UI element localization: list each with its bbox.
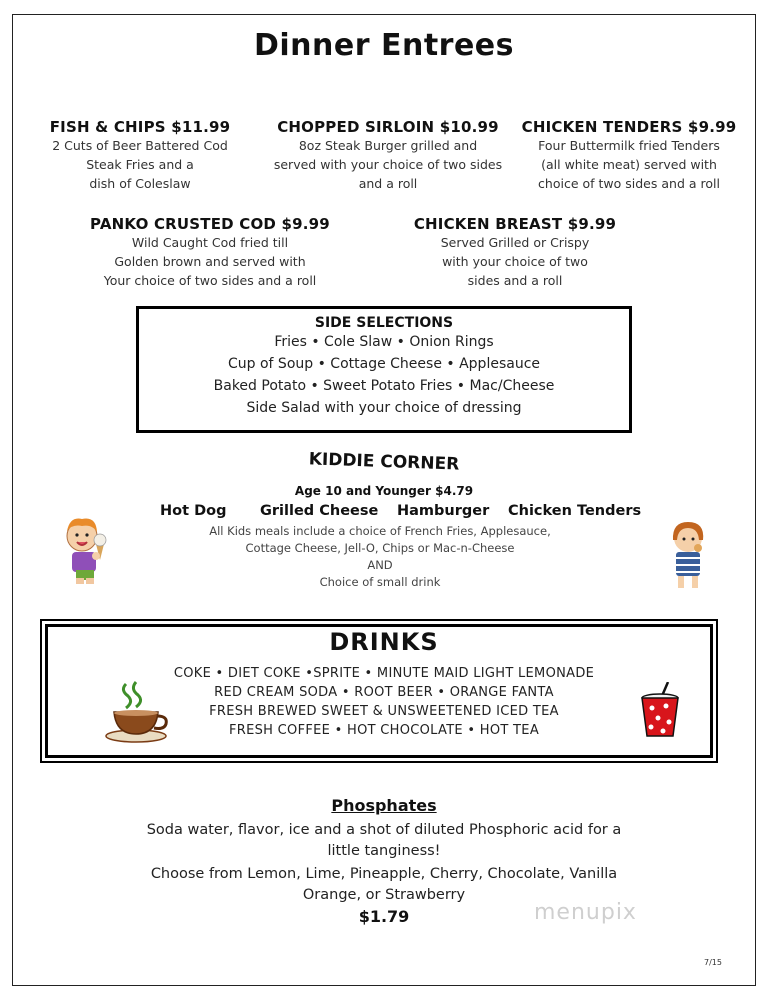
entree-desc-line: and a roll [358, 176, 418, 191]
side-selections-line: Cup of Soup • Cottage Cheese • Applesauce [228, 356, 540, 372]
entree-desc-line: dish of Coleslaw [89, 176, 191, 191]
entree-desc-line: Served Grilled or Crispy [440, 235, 590, 250]
drinks-line: RED CREAM SODA • ROOT BEER • ORANGE FANTA [214, 685, 554, 700]
drinks-title: DRINKS [329, 628, 439, 656]
entree-desc-line: Wild Caught Cod fried till [131, 235, 289, 250]
kid-option-hot-dog: Hot Dog [160, 503, 227, 519]
entree-desc-line: Four Buttermilk fried Tenders [538, 138, 720, 153]
side-selections-line: Side Salad with your choice of dressing [246, 400, 522, 416]
kid-option-chicken-tenders: Chicken Tenders [508, 503, 642, 519]
entree-name: CHICKEN BREAST $9.99 [413, 215, 617, 233]
entree-desc-line: 8oz Steak Burger grilled and [298, 138, 478, 153]
side-selections-line: Fries • Cole Slaw • Onion Rings [274, 334, 494, 350]
entree-desc-line: with your choice of two [442, 254, 588, 269]
entree-name: CHICKEN TENDERS $9.99 [521, 118, 737, 136]
kiddie-note-line: Choice of small drink [319, 575, 441, 589]
entree-desc-line: choice of two sides and a roll [538, 176, 720, 191]
entree-chicken-breast [400, 215, 630, 290]
side-selections-title: SIDE SELECTIONS [314, 315, 454, 331]
entree-name: FISH & CHIPS $11.99 [49, 118, 231, 136]
side-selections-line: Baked Potato • Sweet Potato Fries • Mac/Cheese [213, 378, 555, 394]
kid-option-hamburger: Hamburger [397, 503, 490, 519]
kiddie-age-price: Age 10 and Younger $4.79 [294, 484, 474, 498]
kiddie-note-line: All Kids meals include a choice of French Fries, Applesauce, [209, 524, 551, 538]
phosphates-line: Choose from Lemon, Lime, Pineapple, Cherry, Chocolate, Vanilla [150, 866, 618, 882]
kiddie-note-line: AND [367, 558, 393, 572]
watermark: menupix [534, 900, 637, 925]
phosphates-line: Soda water, flavor, ice and a shot of diluted Phosphoric acid for a [146, 822, 622, 838]
entree-name: CHOPPED SIRLOIN $10.99 [277, 118, 499, 136]
entree-desc-line: Golden brown and served with [114, 254, 306, 269]
side-selections-box [136, 306, 632, 433]
drinks-line: COKE • DIET COKE •SPRITE • MINUTE MAID LIGHT LEMONADE [173, 666, 595, 681]
entree-chopped-sirloin [258, 118, 518, 193]
phosphates-line: Orange, or Strawberry [302, 887, 466, 903]
entree-desc-line: Your choice of two sides and a roll [103, 273, 317, 288]
boy-ice-cream-icon [52, 504, 122, 588]
entree-name: PANKO CRUSTED COD $9.99 [90, 215, 330, 233]
entree-fish-chips [30, 118, 250, 193]
phosphates-line: little tanginess! [327, 843, 441, 859]
drinks-line: FRESH BREWED SWEET & UNSWEETENED ICED TEA [209, 704, 559, 719]
kid-option-grilled-cheese: Grilled Cheese [260, 503, 379, 519]
page-title: Dinner Entrees [253, 28, 515, 63]
entree-panko-cod [90, 215, 330, 290]
entree-chicken-tenders [518, 118, 740, 193]
soda-cup-icon [636, 682, 684, 740]
page-number: 7/15 [704, 958, 722, 967]
girl-ice-cream-icon [662, 514, 720, 592]
drinks-line: FRESH COFFEE • HOT CHOCOLATE • HOT TEA [228, 723, 540, 738]
kiddie-corner-title: KIDDIE CORNER [308, 449, 460, 475]
entree-desc-line: sides and a roll [467, 273, 563, 288]
entree-desc-line: (all white meat) served with [541, 157, 717, 172]
kiddie-note-line: Cottage Cheese, Jell-O, Chips or Mac-n-Cheese [245, 541, 515, 555]
entree-desc-line: Steak Fries and a [86, 157, 194, 172]
phosphates-price: $1.79 [358, 907, 410, 926]
entree-desc-line: 2 Cuts of Beer Battered Cod [52, 138, 228, 153]
entree-desc-line: served with your choice of two sides [273, 157, 503, 172]
coffee-cup-icon [104, 680, 172, 744]
phosphates-title: Phosphates [331, 796, 437, 815]
